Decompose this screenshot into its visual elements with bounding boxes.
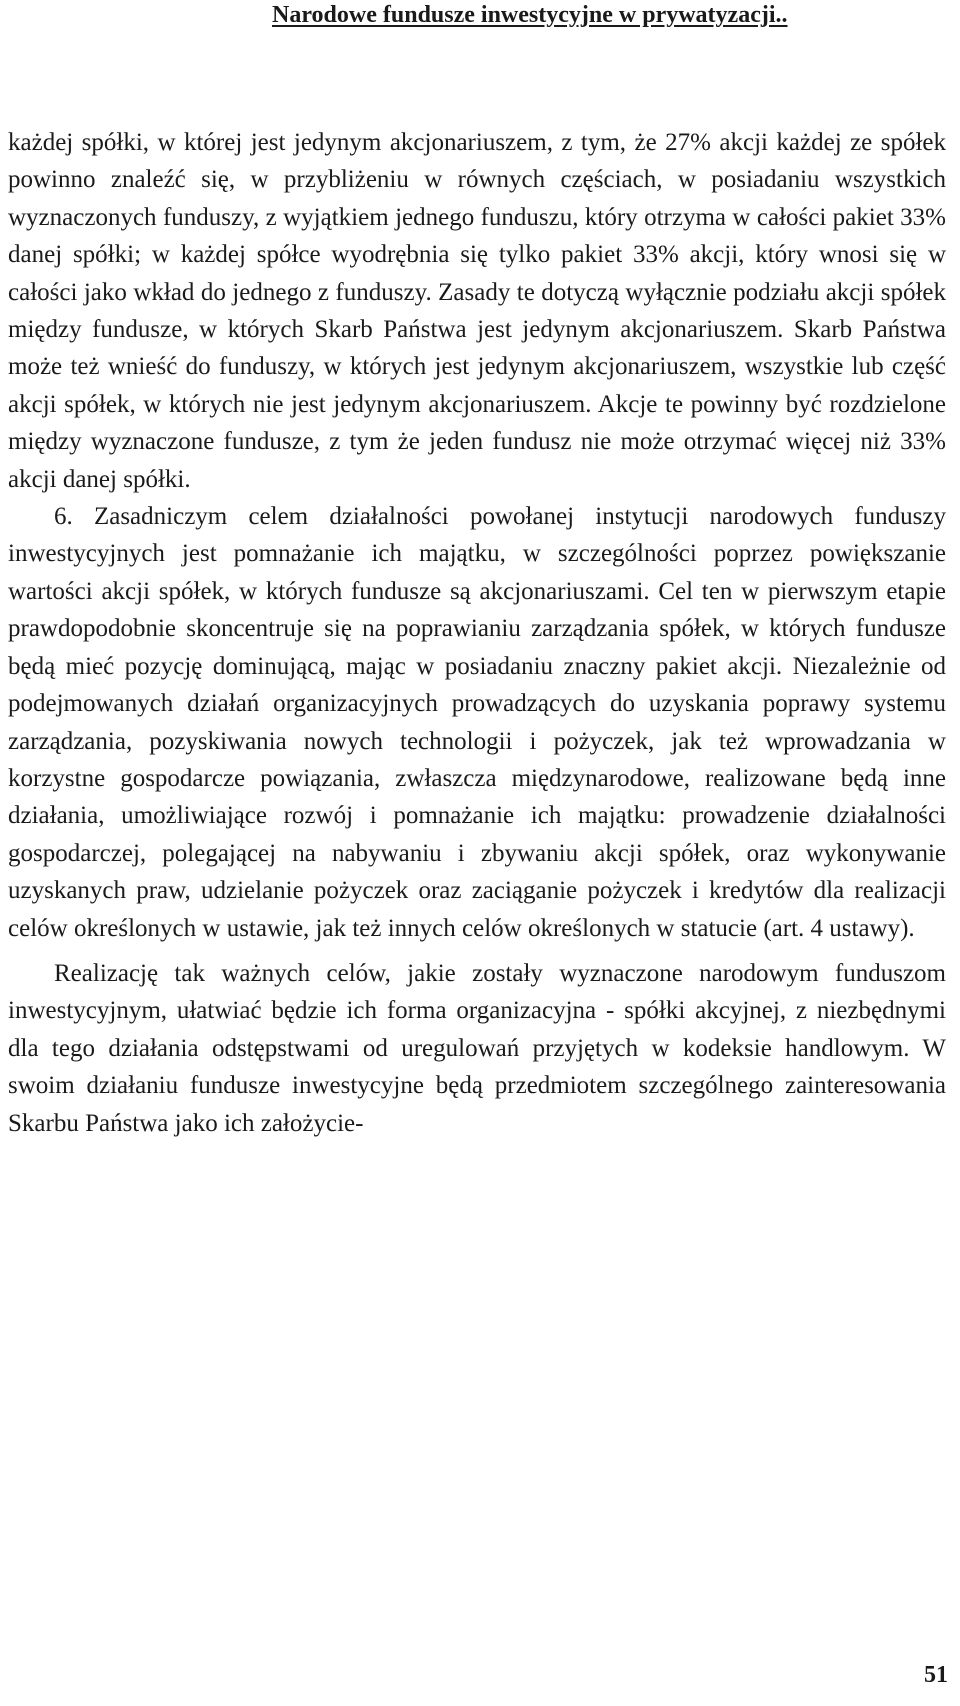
page-number: 51 — [924, 1662, 948, 1688]
paragraph-realizacja: Realizację tak ważnych celów, jakie zostały wyznaczone narodowym funduszom inwestycyjnym, ułatwiać będzie ich forma organizacyjna - spółki akcyjnej, z niezbędnymi dla tego działania odstępstwami od uregulowań przyjętych w kodeksie handlowym. W swoim działaniu fundusze inwestycyjne będą przedmiotem szczególnego zainteresowania Skarbu Państwa jako ich założycie- — [8, 959, 946, 1137]
paragraph-point-6: 6. Zasadniczym celem działalności powołanej instytucji narodowych funduszy inwestycyjnych jest pomnażanie ich majątku, w szczególności poprzez powiększanie wartości akcji spółek, w których fundusze są akcjonariuszami. Cel ten w pierwszym etapie prawdopodobnie skoncentruje się na poprawianiu zarządzania spółek, w których fundusze będą mieć pozycję dominującą, mając w posiadaniu znaczny pakiet akcji. Niezależnie od podejmowanych działań organizacyjnych prowadzących do uzyskania poprawy systemu zarządzania, pozyskiwania nowych technologii i pożyczek, jak też wprowadzania w korzystne gospodarcze powiązania, zwłaszcza międzynarodowe, realizowane będą inne działania, umożliwiające rozwój i pomnażanie ich majątku: prowadzenie działalności gospodarczej, polegającej na nabywaniu i zbywaniu akcji spółek, oraz wykonywanie uzyskanych praw, udzielanie pożyczek oraz zaciąganie pożyczek i kredytów dla realizacji celów określonych w ustawie, jak też innych celów określonych w statucie (art. 4 ustawy). — [8, 503, 946, 942]
body-text — [8, 124, 946, 1142]
running-header: Narodowe fundusze inwestycyjne w prywatyzacji.. — [272, 2, 788, 28]
paragraph-continuation: każdej spółki, w której jest jedynym akcjonariuszem, z tym, że 27% akcji każdej ze spółek powinno znaleźć się, w przybliżeniu w równych częściach, w posiadaniu wszystkich wyznaczonych funduszy, z wyjątkiem jednego funduszu, który otrzyma w całości pakiet 33% danej spółki; w każdej spółce wyodrębnia się tylko pakiet 33% akcji, który wnosi się w całości jako wkład do jednego z funduszy. Zasady te dotyczą wyłącznie podziału akcji spółek między fundusze, w których Skarb Państwa jest jedynym akcjonariuszem. Skarb Państwa może też wnieść do funduszy, w których jest jedynym akcjonariuszem, wszystkie lub część akcji spółek, w których nie jest jedynym akcjonariuszem. Akcje te powinny być rozdzielone między wyznaczone fundusze, z tym że jeden fundusz nie może otrzymać więcej niż 33% akcji danej spółki. — [8, 129, 946, 493]
document-page — [8, 0, 954, 1706]
